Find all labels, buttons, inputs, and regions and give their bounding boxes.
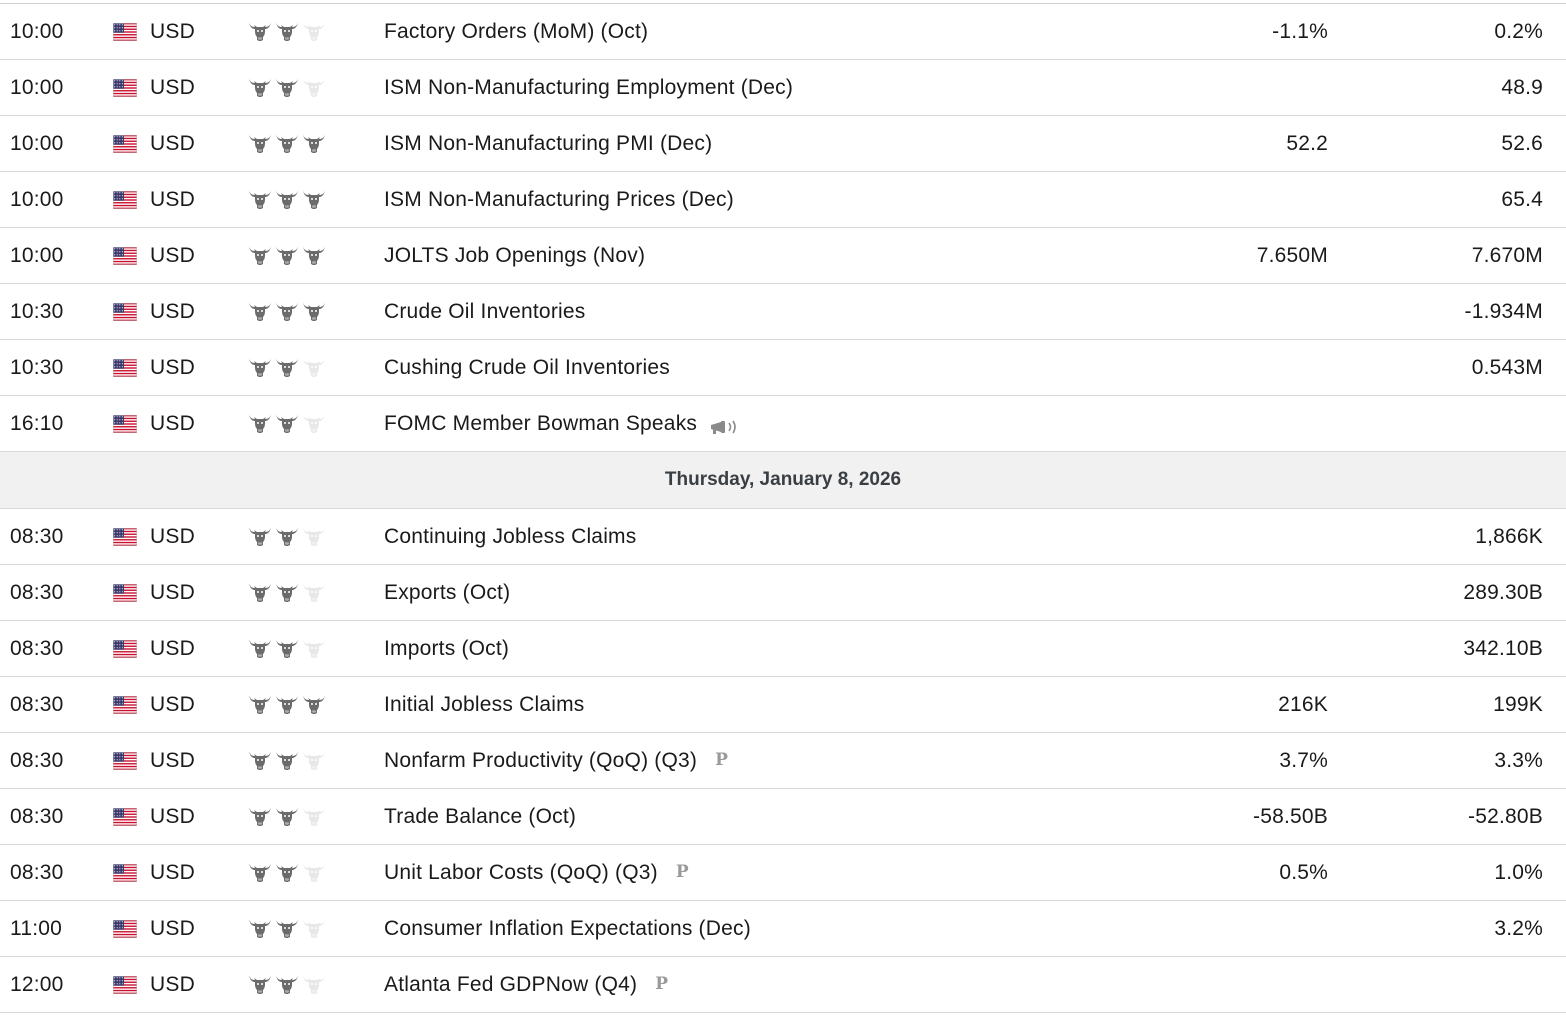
event-row[interactable] xyxy=(0,901,1566,957)
event-previous: 3.2% xyxy=(1494,917,1543,940)
event-cell[interactable] xyxy=(384,60,793,115)
event-name[interactable]: FOMC Member Bowman Speaks xyxy=(384,412,698,435)
bull-icon xyxy=(302,299,326,323)
event-previous: 65.4 xyxy=(1501,188,1543,211)
economic-calendar-table xyxy=(0,4,1566,1013)
bull-icon xyxy=(302,411,326,435)
preliminary-badge: P xyxy=(675,862,689,882)
event-time: 08:30 xyxy=(10,749,64,772)
importance-rating xyxy=(248,916,326,940)
us-flag-icon xyxy=(113,415,137,433)
bull-icon xyxy=(275,692,299,716)
event-previous: 3.3% xyxy=(1494,749,1543,772)
bull-icon xyxy=(275,524,299,548)
event-previous: 48.9 xyxy=(1501,76,1543,99)
importance-rating xyxy=(248,860,326,884)
event-cell[interactable] xyxy=(384,621,509,676)
event-row[interactable] xyxy=(0,340,1566,396)
importance-rating xyxy=(248,748,326,772)
event-currency: USD xyxy=(150,973,195,996)
event-row[interactable] xyxy=(0,396,1566,452)
event-row[interactable] xyxy=(0,284,1566,340)
importance-rating xyxy=(248,580,326,604)
event-row[interactable] xyxy=(0,845,1566,901)
event-name[interactable]: Trade Balance (Oct) xyxy=(384,805,577,828)
bull-icon xyxy=(248,75,272,99)
event-time: 11:00 xyxy=(10,917,62,940)
bull-icon xyxy=(302,580,326,604)
event-row[interactable] xyxy=(0,228,1566,284)
date-header: Thursday, January 8, 2026 xyxy=(0,452,1566,509)
event-previous: 0.2% xyxy=(1494,20,1543,43)
event-currency: USD xyxy=(150,20,195,43)
bull-icon xyxy=(302,636,326,660)
importance-rating xyxy=(248,243,326,267)
event-time: 10:30 xyxy=(10,356,64,379)
event-currency: USD xyxy=(150,188,195,211)
event-currency: USD xyxy=(150,805,195,828)
event-currency: USD xyxy=(150,917,195,940)
event-previous: 52.6 xyxy=(1501,132,1543,155)
event-time: 10:00 xyxy=(10,20,64,43)
bull-icon xyxy=(275,75,299,99)
importance-rating xyxy=(248,187,326,211)
event-previous: 289.30B xyxy=(1463,581,1543,604)
event-cell[interactable] xyxy=(384,957,668,1012)
bull-icon xyxy=(275,299,299,323)
bull-icon xyxy=(275,243,299,267)
bull-icon xyxy=(248,636,272,660)
importance-rating xyxy=(248,299,326,323)
bull-icon xyxy=(302,524,326,548)
event-name[interactable]: ISM Non-Manufacturing Employment (Dec) xyxy=(384,76,794,99)
event-cell[interactable] xyxy=(384,901,751,956)
event-cell[interactable] xyxy=(384,116,712,171)
event-currency: USD xyxy=(150,412,195,435)
event-row[interactable] xyxy=(0,677,1566,733)
event-name[interactable]: ISM Non-Manufacturing PMI (Dec) xyxy=(384,132,713,155)
importance-rating xyxy=(248,804,326,828)
bull-icon xyxy=(302,692,326,716)
bull-icon xyxy=(275,636,299,660)
event-row[interactable] xyxy=(0,957,1566,1013)
bull-icon xyxy=(275,19,299,43)
event-forecast: -1.1% xyxy=(1272,20,1328,43)
event-row[interactable] xyxy=(0,565,1566,621)
bull-icon xyxy=(302,860,326,884)
event-row[interactable] xyxy=(0,116,1566,172)
event-forecast: 216K xyxy=(1278,693,1328,716)
bull-icon xyxy=(275,355,299,379)
event-cell[interactable] xyxy=(384,565,510,620)
bull-icon xyxy=(248,524,272,548)
event-currency: USD xyxy=(150,525,195,548)
event-name[interactable]: Consumer Inflation Expectations (Dec) xyxy=(384,917,751,940)
us-flag-icon xyxy=(113,640,137,658)
importance-rating xyxy=(248,636,326,660)
event-time: 16:10 xyxy=(10,412,64,435)
us-flag-icon xyxy=(113,752,137,770)
event-currency: USD xyxy=(150,132,195,155)
bull-icon xyxy=(248,692,272,716)
importance-rating xyxy=(248,692,326,716)
bull-icon xyxy=(302,19,326,43)
bull-icon xyxy=(275,916,299,940)
bull-icon xyxy=(248,860,272,884)
event-time: 10:00 xyxy=(10,76,64,99)
us-flag-icon xyxy=(113,584,137,602)
event-previous: 0.543M xyxy=(1471,356,1543,379)
event-cell[interactable] xyxy=(384,228,645,283)
event-row[interactable] xyxy=(0,4,1566,60)
bull-icon xyxy=(275,131,299,155)
event-currency: USD xyxy=(150,76,195,99)
bull-icon xyxy=(275,860,299,884)
event-previous: 1,866K xyxy=(1475,525,1543,548)
event-name[interactable]: Exports (Oct) xyxy=(384,581,511,604)
event-row[interactable] xyxy=(0,733,1566,789)
importance-rating xyxy=(248,19,326,43)
event-name[interactable]: Cushing Crude Oil Inventories xyxy=(384,356,670,379)
event-time: 10:00 xyxy=(10,132,64,155)
event-time: 10:30 xyxy=(10,300,64,323)
bull-icon xyxy=(275,972,299,996)
event-name[interactable]: Unit Labor Costs (QoQ) (Q3) xyxy=(384,861,658,884)
importance-rating xyxy=(248,972,326,996)
bull-icon xyxy=(302,804,326,828)
event-name[interactable]: Continuing Jobless Claims xyxy=(384,525,637,548)
event-previous: 342.10B xyxy=(1463,637,1543,660)
event-cell[interactable] xyxy=(384,789,576,844)
importance-rating xyxy=(248,131,326,155)
event-name[interactable]: ISM Non-Manufacturing Prices (Dec) xyxy=(384,188,734,211)
preliminary-badge: P xyxy=(655,974,669,994)
event-previous: -52.80B xyxy=(1468,805,1543,828)
us-flag-icon xyxy=(113,79,137,97)
event-time: 12:00 xyxy=(10,973,64,996)
event-time: 08:30 xyxy=(10,581,64,604)
bull-icon xyxy=(248,355,272,379)
us-flag-icon xyxy=(113,191,137,209)
bull-icon xyxy=(275,804,299,828)
bull-icon xyxy=(302,355,326,379)
event-forecast: 7.650M xyxy=(1256,244,1328,267)
event-name[interactable]: Crude Oil Inventories xyxy=(384,300,586,323)
bull-icon xyxy=(248,299,272,323)
event-currency: USD xyxy=(150,749,195,772)
event-row[interactable] xyxy=(0,509,1566,565)
bull-icon xyxy=(248,580,272,604)
event-row[interactable] xyxy=(0,621,1566,677)
event-time: 08:30 xyxy=(10,861,64,884)
bull-icon xyxy=(248,187,272,211)
event-previous: 7.670M xyxy=(1471,244,1543,267)
event-cell[interactable] xyxy=(384,677,584,732)
us-flag-icon xyxy=(113,696,137,714)
importance-rating xyxy=(248,524,326,548)
us-flag-icon xyxy=(113,247,137,265)
event-currency: USD xyxy=(150,244,195,267)
bull-icon xyxy=(248,972,272,996)
event-row[interactable] xyxy=(0,60,1566,116)
event-forecast: -58.50B xyxy=(1253,805,1328,828)
event-row[interactable] xyxy=(0,172,1566,228)
bull-icon xyxy=(248,411,272,435)
bull-icon xyxy=(248,748,272,772)
event-time: 08:30 xyxy=(10,525,64,548)
event-name[interactable]: Nonfarm Productivity (QoQ) (Q3) xyxy=(384,749,698,772)
event-forecast: 52.2 xyxy=(1286,132,1328,155)
bull-icon xyxy=(302,131,326,155)
event-previous: -1.934M xyxy=(1464,300,1543,323)
bull-icon xyxy=(275,411,299,435)
event-cell[interactable] xyxy=(384,284,585,339)
event-name[interactable]: Initial Jobless Claims xyxy=(384,693,585,716)
bull-icon xyxy=(248,804,272,828)
event-currency: USD xyxy=(150,300,195,323)
event-forecast: 3.7% xyxy=(1279,749,1328,772)
event-currency: USD xyxy=(150,861,195,884)
bull-icon xyxy=(275,580,299,604)
importance-rating xyxy=(248,411,326,435)
bull-icon xyxy=(248,243,272,267)
event-time: 10:00 xyxy=(10,244,64,267)
event-cell[interactable] xyxy=(384,733,728,788)
bull-icon xyxy=(302,187,326,211)
speaker-icon xyxy=(697,412,739,436)
us-flag-icon xyxy=(113,303,137,321)
bull-icon xyxy=(302,75,326,99)
bull-icon xyxy=(302,916,326,940)
event-currency: USD xyxy=(150,356,195,379)
us-flag-icon xyxy=(113,359,137,377)
event-cell[interactable] xyxy=(384,845,689,900)
event-name[interactable]: Imports (Oct) xyxy=(384,637,510,660)
bull-icon xyxy=(248,131,272,155)
event-cell[interactable] xyxy=(384,509,636,564)
event-cell[interactable] xyxy=(384,172,734,227)
event-currency: USD xyxy=(150,637,195,660)
bull-icon xyxy=(248,916,272,940)
event-time: 08:30 xyxy=(10,637,64,660)
event-currency: USD xyxy=(150,693,195,716)
importance-rating xyxy=(248,75,326,99)
event-name[interactable]: JOLTS Job Openings (Nov) xyxy=(384,244,646,267)
us-flag-icon xyxy=(113,864,137,882)
us-flag-icon xyxy=(113,528,137,546)
bull-icon xyxy=(302,972,326,996)
event-currency: USD xyxy=(150,581,195,604)
us-flag-icon xyxy=(113,135,137,153)
event-name[interactable]: Atlanta Fed GDPNow (Q4) xyxy=(384,973,638,996)
event-name[interactable]: Factory Orders (MoM) (Oct) xyxy=(384,20,649,43)
preliminary-badge: P xyxy=(715,750,729,770)
importance-rating xyxy=(248,355,326,379)
bull-icon xyxy=(275,748,299,772)
event-cell[interactable] xyxy=(384,4,648,59)
event-previous: 1.0% xyxy=(1494,861,1543,884)
us-flag-icon xyxy=(113,23,137,41)
us-flag-icon xyxy=(113,976,137,994)
bull-icon xyxy=(302,243,326,267)
event-cell[interactable] xyxy=(384,340,670,395)
event-cell[interactable] xyxy=(384,396,739,451)
us-flag-icon xyxy=(113,808,137,826)
us-flag-icon xyxy=(113,920,137,938)
bull-icon xyxy=(275,187,299,211)
event-time: 10:00 xyxy=(10,188,64,211)
event-forecast: 0.5% xyxy=(1279,861,1328,884)
event-previous: 199K xyxy=(1493,693,1543,716)
bull-icon xyxy=(302,748,326,772)
event-time: 08:30 xyxy=(10,693,64,716)
event-time: 08:30 xyxy=(10,805,64,828)
event-row[interactable] xyxy=(0,789,1566,845)
bull-icon xyxy=(248,19,272,43)
